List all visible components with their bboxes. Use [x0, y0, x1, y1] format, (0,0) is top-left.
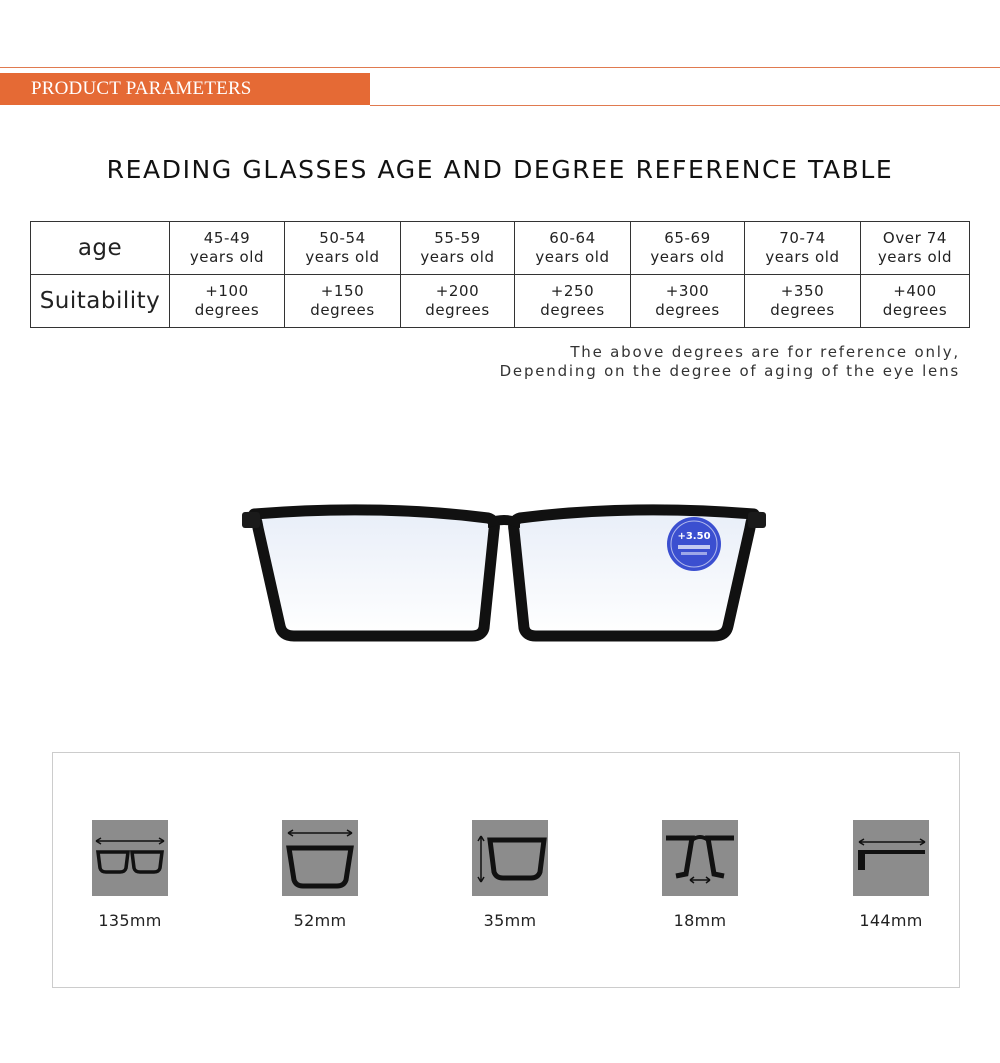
degree-cell: +200 degrees	[401, 275, 515, 328]
degree-cell: +400 degrees	[861, 275, 970, 328]
suitability-row	[31, 275, 970, 328]
note-line: Depending on the degree of aging of the eye lens	[499, 362, 960, 380]
lens-width-label: 52mm	[293, 911, 347, 930]
lens-badge-text: +3.50	[677, 531, 711, 542]
reference-note	[500, 343, 960, 381]
section-header: PRODUCT PARAMETERS	[0, 73, 370, 105]
degree-cell: +300 degrees	[631, 275, 745, 328]
age-cell: 60-64 years old	[515, 222, 631, 275]
age-row-header: age	[31, 222, 170, 275]
degree-cell: +100 degrees	[170, 275, 285, 328]
age-row	[31, 222, 970, 275]
age-cell: 70-74 years old	[745, 222, 861, 275]
degree-cell: +150 degrees	[285, 275, 401, 328]
age-cell: Over 74 years old	[861, 222, 970, 275]
age-cell: 50-54 years old	[285, 222, 401, 275]
lens-height-icon	[472, 820, 548, 896]
temple-length-label: 144mm	[859, 911, 923, 930]
note-line: The above degrees are for reference only,	[570, 343, 960, 361]
page-title: READING GLASSES AGE AND DEGREE REFERENCE TABLE	[106, 155, 894, 184]
bridge-width-icon	[662, 820, 738, 896]
age-cell: 45-49 years old	[170, 222, 285, 275]
age-cell: 55-59 years old	[401, 222, 515, 275]
degree-cell: +250 degrees	[515, 275, 631, 328]
frame-width-label: 135mm	[98, 911, 162, 930]
reference-table	[30, 221, 970, 328]
age-cell: 65-69 years old	[631, 222, 745, 275]
header-rule	[0, 67, 1000, 68]
reading-glasses-image	[238, 498, 770, 648]
frame-width-icon	[92, 820, 168, 896]
bridge-width-label: 18mm	[673, 911, 727, 930]
lens-width-icon	[282, 820, 358, 896]
suitability-row-header: Suitability	[31, 275, 170, 328]
temple-length-icon	[853, 820, 929, 896]
degree-cell: +350 degrees	[745, 275, 861, 328]
header-rule-lower	[370, 105, 1000, 106]
lens-height-label: 35mm	[483, 911, 537, 930]
